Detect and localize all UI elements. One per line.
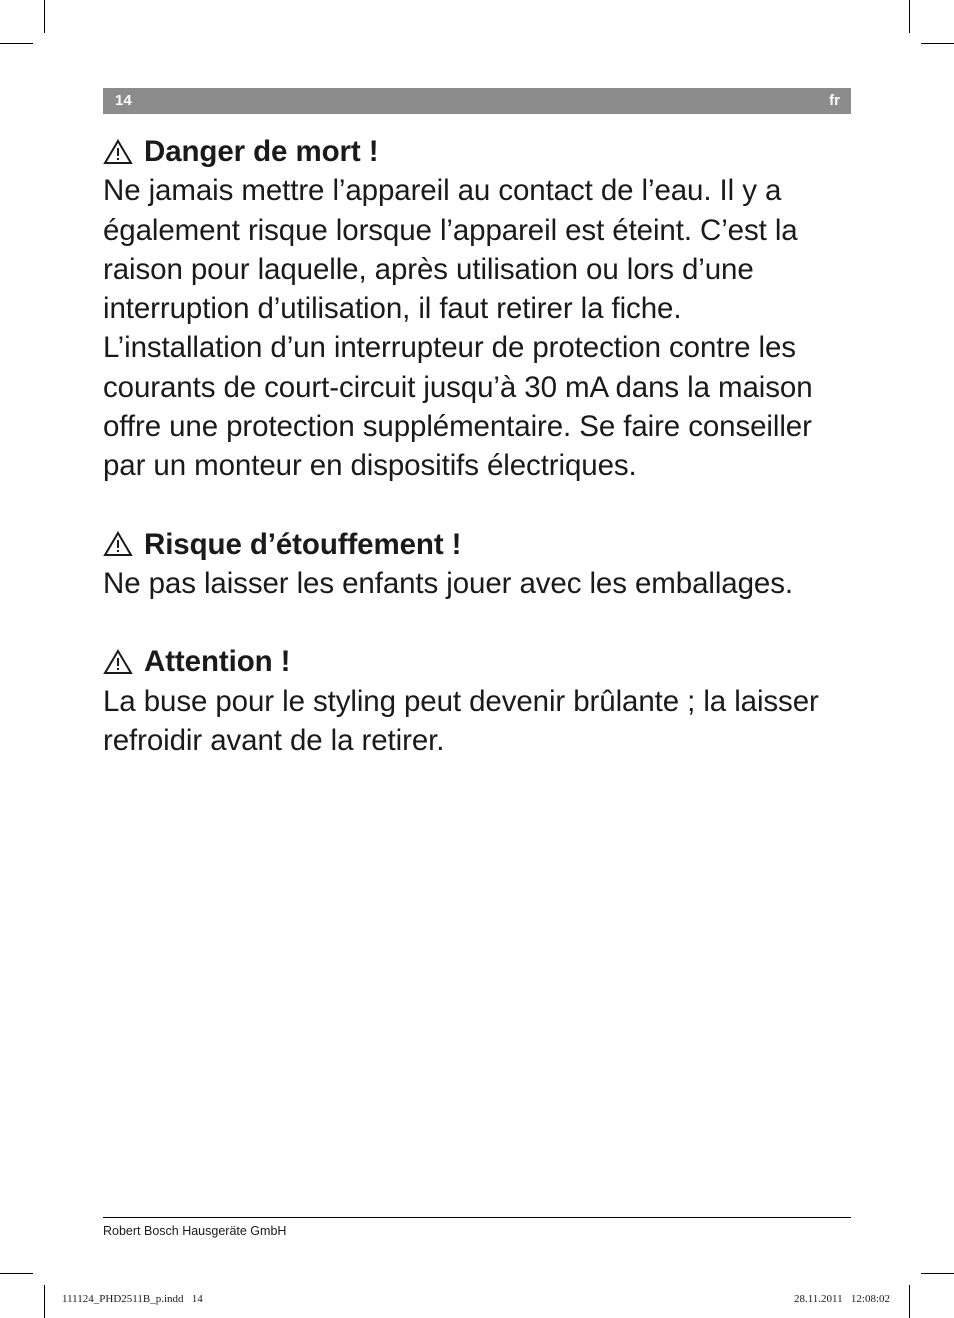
warning-triangle-icon [103, 139, 133, 165]
warning-title: Danger de mort ! [144, 135, 379, 168]
warning-section [103, 642, 843, 760]
warning-heading [103, 642, 843, 681]
print-slug-file: 111124_PHD2511B_p.indd 14 [62, 1293, 203, 1305]
page-header-bar [103, 88, 851, 114]
warning-section [103, 525, 843, 604]
print-slug-datetime: 28.11.2011 12:08:02 [793, 1293, 890, 1305]
language-code: fr [829, 92, 840, 109]
crop-mark [921, 1273, 954, 1274]
warning-title: Risque d’étouffement ! [144, 527, 462, 561]
warning-paragraph: Ne pas laisser les enfants jouer avec les emballages. [103, 566, 793, 600]
crop-mark [44, 0, 45, 33]
crop-mark [0, 1273, 33, 1274]
warning-triangle-icon [103, 649, 133, 675]
warning-section [103, 132, 843, 486]
crop-mark [909, 0, 910, 33]
crop-mark [909, 1285, 910, 1318]
company-name: Robert Bosch Hausgeräte GmbH [103, 1224, 287, 1238]
warning-paragraph: L’installation d’un interrupteur de protection contre les courants de court-circuit jusqu’à 30 mA dans la maison offre une protection supplémentaire. Se faire conseiller par un monteur en dispositifs électriques. [103, 331, 813, 483]
warning-paragraph: Ne jamais mettre l’appareil au contact de l’eau. Il y a également risque lorsque l’appareil est éteint. C’est la raison pour laquelle, après utilisation ou lors d’une interruption d’utilisation, il faut retirer la fiche. [103, 174, 798, 326]
page-number: 14 [115, 92, 132, 109]
crop-mark [0, 43, 33, 44]
warning-paragraph: La buse pour le styling peut devenir brûlante ; la laisser refroidir avant de la retirer. [103, 684, 819, 757]
warning-heading [103, 525, 843, 564]
warning-heading [103, 132, 843, 171]
footer-divider [103, 1217, 851, 1218]
warning-title: Attention ! [144, 645, 291, 679]
page-content [103, 132, 843, 760]
warning-triangle-icon [103, 531, 133, 557]
crop-mark [921, 43, 954, 44]
crop-mark [44, 1285, 45, 1318]
